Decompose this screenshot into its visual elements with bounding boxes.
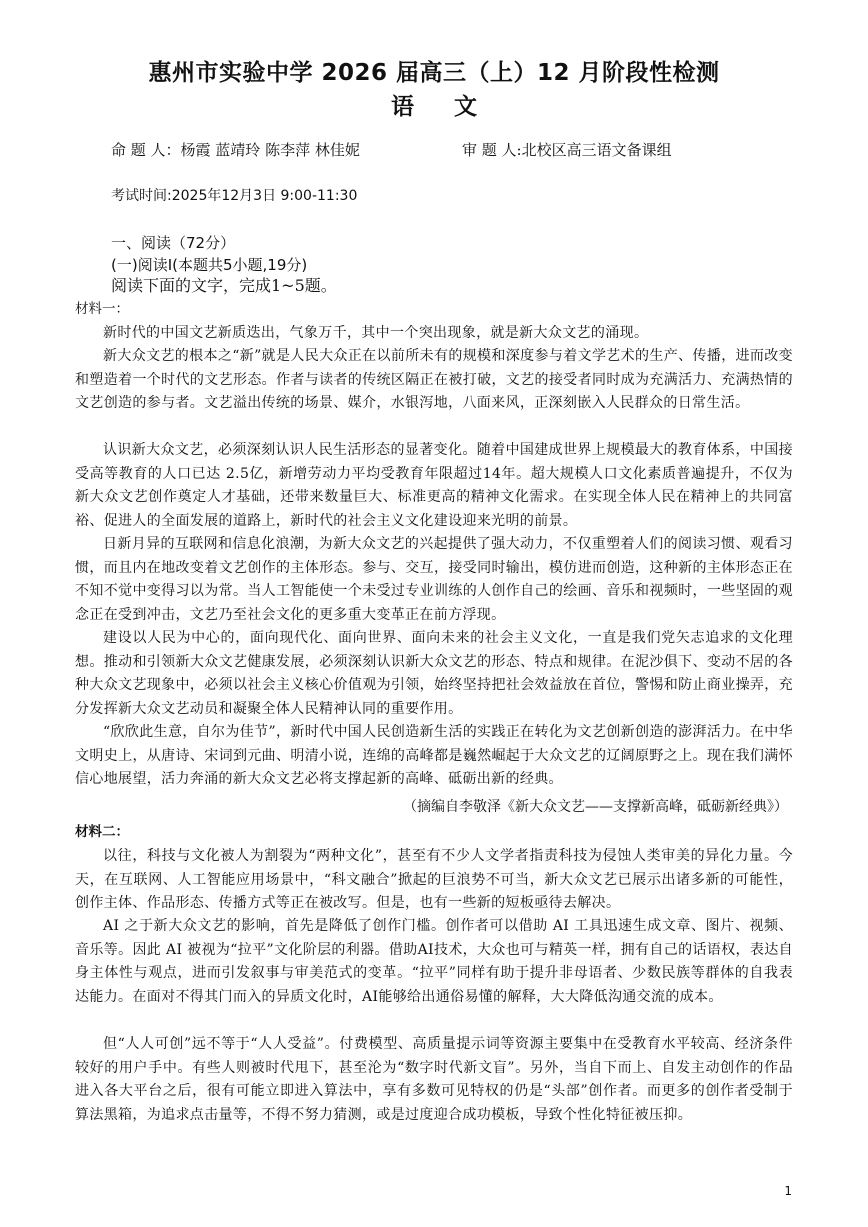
reviewer-line: 审 题 人:北校区高三语文备课组 — [462, 141, 672, 159]
section-heading: 一、阅读（72分） — [111, 234, 236, 252]
paragraph: 以往，科技与文化被人为割裂为“两种文化”，甚至有不少人文学者指责科技为侵蚀人类审美的异化力量。今天，在互联网、人工智能应用场景中，“科文融合”掀起的巨浪势不可当，新大众文艺已展示出诸多新的可能性，创作主体、作品形态、传播方式等正在被改写。但是，也有一些新的短板亟待去解决。 — [75, 848, 793, 911]
paragraph: 认识新大众文艺，必须深刻认识人民生活形态的显著变化。随着中国建成世界上规模最大的教育体系，中国接受高等教育的人口已达 2.5亿，新增劳动力平均受教育年限超过14年。超大规模人口文化素质普遍提升，不仅为新大众文艺创作奠定人才基础，还带来数量巨大、标准更高的精神文化需求。在实现全体人民在精神上的共同富裕、促进人的全面发展的道路上，新时代的社会主义文化建设迎来光明的前景。 — [75, 442, 793, 529]
authors-line: 命 题 人：杨霞 蓝靖玲 陈李萍 林佳妮 — [111, 141, 360, 159]
material-label: 材料二： — [75, 824, 129, 840]
sub-section-heading: (一)阅读Ⅰ(本题共5小题,19分) — [111, 256, 308, 274]
paragraph: 新时代的中国文艺新质迭出，气象万千，其中一个突出现象，就是新大众文艺的涌现。 — [103, 325, 649, 341]
paragraph: 新大众文艺的根本之“新”就是人民大众正在以前所未有的规模和深度参与着文学艺术的生产、传播，进而改变和塑造着一个时代的文艺形态。作者与读者的传统区隔正在被打破，文艺的接受者同时成为充满活力、充满热情的文艺创造的参与者。文艺溢出传统的场景、媒介，水银泻地，八面来风，正深刻嵌入人民群众的日常生活。 — [75, 348, 793, 411]
exam-time: 考试时间:2025年12月3日 9:00-11:30 — [111, 188, 358, 204]
source-citation: （摘编自李敬泽《新大众文艺——支撑新高峰，砥砺新经典》） — [403, 799, 788, 815]
subject-title: 语文 — [391, 94, 517, 120]
paragraph: 日新月异的互联网和信息化浪潮，为新大众文艺的兴起提供了强大动力，不仅重塑着人们的阅读习惯、观看习惯，而且内在地改变着文艺创作的主体形态。参与、交互，接受同时输出，模仿进而创造，这种新的主体形态正在不知不觉中变得习以为常。当人工智能使一个未受过专业训练的人创作自己的绘画、音乐和视频时，一些坚固的观念正在受到冲击，文艺乃至社会文化的更多重大变革正在前方浮现。 — [75, 536, 793, 623]
paragraph: 建设以人民为中心的，面向现代化、面向世界、面向未来的社会主义文化，一直是我们党矢志追求的文化理想。推动和引领新大众文艺健康发展，必须深刻认识新大众文艺的形态、特点和规律。在泥沙俱下、变动不居的各种大众文艺现象中，必须以社会主义核心价值观为引领，始终坚持把社会效益放在首位，警惕和防止商业操弄，充分发挥新大众文艺动员和凝聚全体人民精神认同的重要作用。 — [75, 630, 793, 717]
page-title: 惠州市实验中学 2026 届高三（上）12 月阶段性检测 — [148, 60, 720, 86]
page-number: 1 — [784, 1184, 792, 1198]
paragraph: 但“人人可创”远不等于“人人受益”。付费模型、高质量提示词等资源主要集中在受教育水平较高、经济条件较好的用户手中。有些人则被时代甩下，甚至沦为“数字时代新文盲”。另外，当自下而上、自发主动创作的作品进入各大平台之后，很有可能立即进入算法中，享有多数可见特权的仍是“头部”创作者。而更多的创作者受制于算法黑箱，为追求点击量等，不得不努力猜测，或是过度迎合成功模板，导致个性化特征被压抑。 — [75, 1036, 793, 1123]
paragraph: AI 之于新大众文艺的影响，首先是降低了创作门槛。创作者可以借助 AI 工具迅速生成文章、图片、视频、音乐等。因此 AI 被视为“拉平”文化阶层的利器。借助AI技术，大众也可与精英一样，拥有自己的话语权，表达自身主体性与观点，进而引发叙事与审美范式的变革。“拉平”同样有助于提升非母语者、少数民族等群体的自我表达能力。在面对不得其门而入的异质文化时，AI能够给出通俗易懂的解释，大大降低沟通交流的成本。 — [75, 918, 793, 1005]
material-label: 材料一： — [75, 301, 129, 317]
paragraph: “欣欣此生意，自尔为佳节”，新时代中国人民创造新生活的实践正在转化为文艺创新创造的澎湃活力。在中华文明史上，从唐诗、宋词到元曲、明清小说，连绵的高峰都是巍然崛起于大众文艺的辽阔原野之上。现在我们满怀信心地展望，活力奔涌的新大众文艺必将支撑起新的高峰、砥砺出新的经典。 — [75, 724, 793, 787]
instruction-text: 阅读下面的文字，完成1~5题。 — [111, 276, 337, 295]
